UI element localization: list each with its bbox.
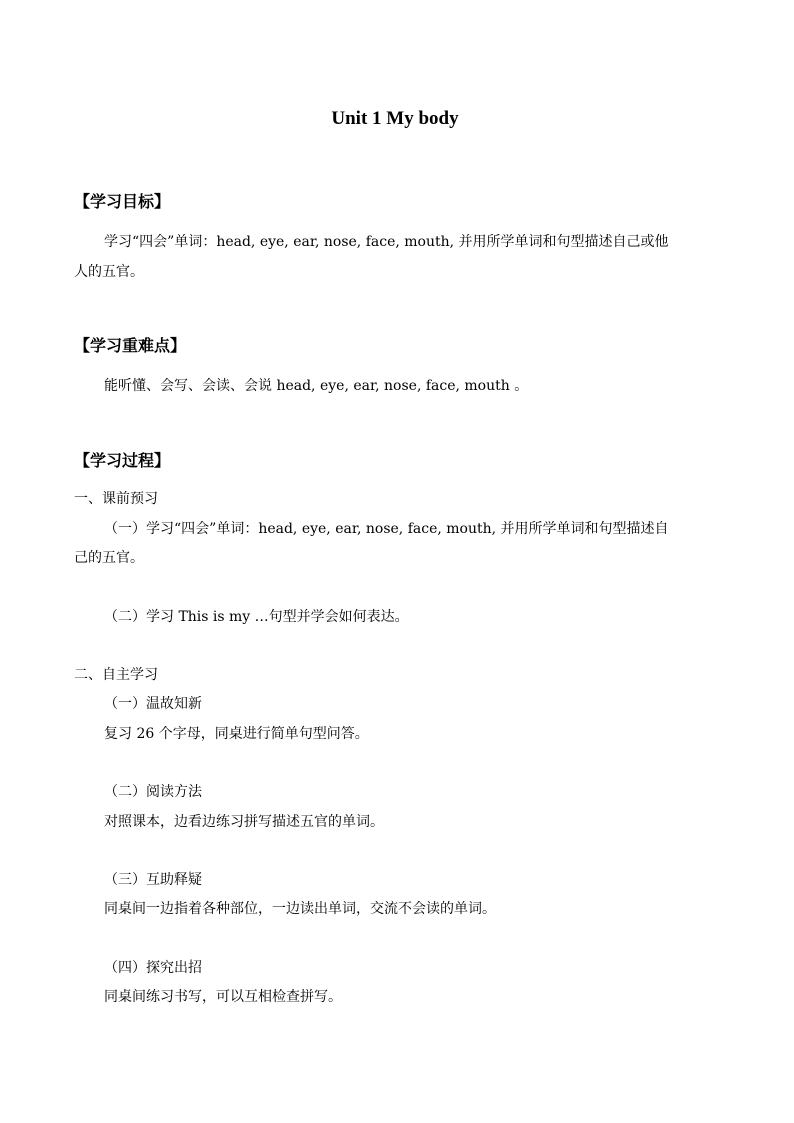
part2-sub4-title: （四）探究出招	[104, 960, 202, 976]
section-heading-process: 【学习过程】	[74, 451, 171, 470]
part2-sub3-title: （三）互助释疑	[104, 872, 202, 888]
section-heading-goals: 【学习目标】	[74, 192, 171, 211]
part2-sub2-text: 对照课本，边看边练习拼写描述五官的单词。	[104, 814, 384, 830]
part2-sub1-title: （一）温故知新	[104, 696, 202, 712]
goals-text-line-1: 学习“四会”单词：head, eye, ear, nose, face, mouth, 并用所学单词和句型描述自己或他	[104, 234, 669, 250]
key-points-text: 能听懂、会写、会读、会说 head, eye, ear, nose, face, mouth 。	[104, 378, 529, 394]
part1-item1-line-1: （一）学习“四会”单词：head, eye, ear, nose, face, mouth, 并用所学单词和句型描述自	[104, 521, 669, 537]
part2-label: 二、自主学习	[74, 667, 158, 683]
page-title: Unit 1 My body	[331, 108, 459, 129]
part1-label: 一、课前预习	[74, 491, 158, 507]
part2-sub1-text: 复习 26 个字母，同桌进行简单句型问答。	[104, 726, 369, 742]
part2-sub2-title: （二）阅读方法	[104, 784, 202, 800]
section-heading-key-points: 【学习重难点】	[74, 336, 187, 355]
goals-text-line-2: 人的五官。	[74, 264, 144, 280]
part1-item1-line-2: 己的五官。	[74, 550, 144, 566]
part1-item2: （二）学习 This is my …句型并学会如何表达。	[104, 609, 409, 625]
part2-sub3-text: 同桌间一边指着各种部位，一边读出单词，交流不会读的单词。	[104, 901, 496, 917]
part2-sub4-text: 同桌间练习书写，可以互相检查拼写。	[104, 989, 342, 1005]
